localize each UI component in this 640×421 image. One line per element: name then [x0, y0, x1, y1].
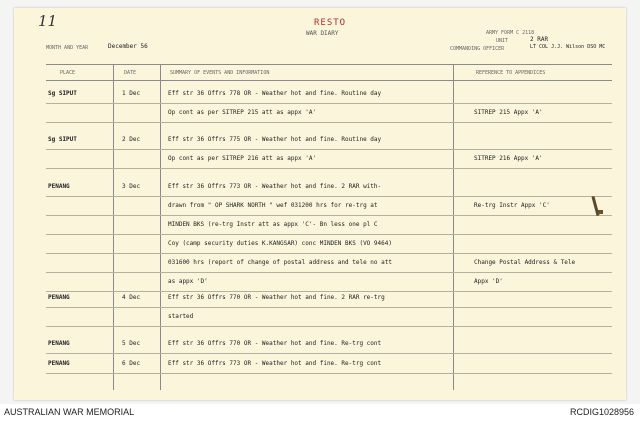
entry-date: 5 Dec	[122, 340, 141, 347]
entry-place: Sg SIPUT	[48, 136, 77, 143]
column-header-summary: SUMMARY OF EVENTS AND INFORMATION	[170, 70, 270, 76]
row-rule	[46, 149, 612, 150]
entry-summary-line: as appx 'D'	[168, 278, 208, 285]
month-year-label: MONTH AND YEAR	[46, 45, 89, 51]
footer-source: AUSTRALIAN WAR MEMORIAL	[4, 407, 135, 417]
entry-summary-line: 031600 hrs (report of change of postal address and tele no att	[168, 259, 392, 266]
ink-mark	[598, 210, 603, 214]
row-rule	[46, 253, 612, 254]
unit-label: UNIT	[496, 38, 509, 44]
entry-summary-line: Op cont as per SITREP 216 att as appx 'A'	[168, 155, 317, 162]
footer-record-id: RCDIG1028956	[569, 407, 634, 417]
column-header-reference: REFERENCE TO APPENDICES	[476, 70, 546, 76]
entry-place: PENANG	[48, 294, 70, 301]
entry-reference: SITREP 215 Appx 'A'	[474, 109, 543, 116]
entry-date: 6 Dec	[122, 360, 141, 367]
handwritten-page-number: 11	[38, 12, 58, 30]
row-rule	[46, 168, 612, 169]
column-header-place: PLACE	[60, 70, 76, 76]
commanding-officer-label: COMMANDING OFFICER	[450, 46, 505, 52]
column-divider	[113, 64, 114, 390]
entry-place: PENANG	[48, 183, 70, 190]
row-rule	[46, 122, 612, 123]
entry-summary-line: Coy (camp security duties K.KANGSAR) conc MINDEN BKS (VO 9464)	[168, 240, 392, 247]
entry-date: 4 Dec	[122, 294, 141, 301]
row-rule	[46, 215, 612, 216]
entry-summary-line: Op cont as per SITREP 215 att as appx 'A'	[168, 109, 317, 116]
entry-reference: Re-trg Instr Appx 'C'	[474, 202, 550, 209]
row-rule	[46, 272, 612, 273]
entry-place: Sg SIPUT	[48, 90, 77, 97]
row-rule	[46, 326, 612, 327]
row-rule	[46, 234, 612, 235]
column-divider	[453, 64, 454, 390]
table-top-rule	[46, 64, 612, 65]
entry-date: 2 Dec	[122, 136, 141, 143]
army-form-label: ARMY FORM C 2118	[486, 30, 535, 36]
entry-summary-line: Eff str 36 Offrs 770 OR - Weather hot and fine. Re-trg cont	[168, 340, 382, 347]
entry-place: PENANG	[48, 360, 70, 367]
entry-date: 3 Dec	[122, 183, 141, 190]
entry-reference: SITREP 216 Appx 'A'	[474, 155, 543, 162]
entry-summary-line: Eff str 36 Offrs 778 OR - Weather hot and fine. Routine day	[168, 90, 382, 97]
entry-summary-line: Eff str 36 Offrs 770 OR - Weather hot and fine. 2 RAR re-trg	[168, 294, 385, 301]
month-year-value: December 56	[108, 43, 148, 50]
unit-value: 2 RAR	[530, 36, 549, 43]
entry-summary-line: started	[168, 313, 194, 320]
entry-summary-line: Eff str 36 Offrs 773 OR - Weather hot and fine. 2 RAR with-	[168, 183, 382, 190]
entry-reference: Change Postal Address & Tele	[474, 259, 576, 266]
entry-place: PENANG	[48, 340, 70, 347]
row-rule	[46, 291, 612, 292]
entry-summary-line: Eff str 36 Offrs 775 OR - Weather hot and fine. Routine day	[168, 136, 382, 143]
commanding-officer-value: LT COL J.J. Wilson DSO MC	[530, 44, 606, 50]
row-rule	[46, 307, 612, 308]
entry-summary-line: drawn from " OP SHARK NORTH " wef 031200 hrs for re-trg at	[168, 202, 378, 209]
entry-summary-line: MINDEN BKS (re-trg Instr att as appx 'C'- Bn less one pl C	[168, 221, 378, 228]
table-header-rule	[46, 80, 612, 81]
row-rule	[46, 103, 612, 104]
entry-reference: Appx 'D'	[474, 278, 503, 285]
column-divider	[160, 64, 161, 390]
page-title: WAR DIARY	[306, 30, 339, 37]
entry-date: 1 Dec	[122, 90, 141, 97]
column-header-date: DATE	[124, 70, 137, 76]
row-rule	[46, 353, 612, 354]
row-rule	[46, 373, 612, 374]
entry-summary-line: Eff str 36 Offrs 773 OR - Weather hot and fine. Re-trg cont	[168, 360, 382, 367]
row-rule	[46, 196, 612, 197]
resto-stamp: RESTO	[314, 18, 347, 28]
